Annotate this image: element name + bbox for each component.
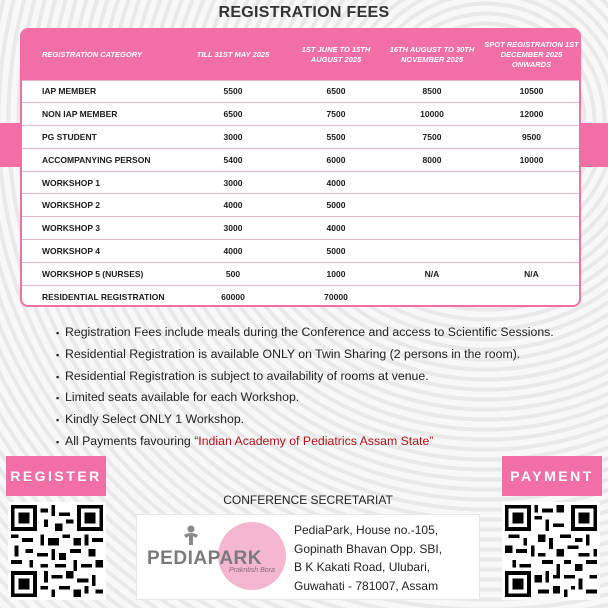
table-cell: RESIDENTIAL REGISTRATION xyxy=(22,285,178,307)
table-cell: 5500 xyxy=(178,80,288,103)
table-cell: 70000 xyxy=(288,285,384,307)
table-cell xyxy=(384,194,480,217)
table-row xyxy=(22,171,581,194)
table-row xyxy=(22,148,581,171)
notes-list xyxy=(56,322,554,453)
table-row xyxy=(22,103,581,126)
note-item: ▪ Registration Fees include meals during the Conference and access to Scientific Sessions. xyxy=(56,322,554,344)
table-cell: N/A xyxy=(384,262,480,285)
header-category: REGISTRATION CATEGORY xyxy=(22,30,178,80)
note-item: ▪ Residential Registration is subject to availability of rooms at venue. xyxy=(56,366,554,388)
table-cell: 4000 xyxy=(178,240,288,263)
table-cell: 6500 xyxy=(288,80,384,103)
table-cell: 9500 xyxy=(480,126,581,149)
secretariat-card xyxy=(136,514,480,600)
note-item: ▪ Kindly Select ONLY 1 Workshop. xyxy=(56,409,554,431)
page-title: REGISTRATION FEES xyxy=(218,4,390,21)
baby-icon xyxy=(181,525,201,547)
table-row xyxy=(22,262,581,285)
table-cell: 3000 xyxy=(178,171,288,194)
table-cell: 3000 xyxy=(178,217,288,240)
register-label: REGISTER xyxy=(6,456,106,496)
table-cell: IAP MEMBER xyxy=(22,80,178,103)
secretariat-address xyxy=(294,521,442,595)
header-till-may: TILL 31ST MAY 2025 xyxy=(178,30,288,80)
payment-note-prefix: All Payments favouring xyxy=(65,433,195,448)
table-cell: 10000 xyxy=(384,103,480,126)
payment-payee: “Indian Academy of Pediatrics Assam State” xyxy=(194,433,434,448)
table-cell: 4000 xyxy=(288,171,384,194)
table-cell: 7500 xyxy=(384,126,480,149)
fees-table-card xyxy=(20,28,581,307)
table-cell: WORKSHOP 3 xyxy=(22,217,178,240)
table-cell: WORKSHOP 1 xyxy=(22,171,178,194)
address-line: B K Kakati Road, Ulubari, xyxy=(294,560,431,574)
table-cell xyxy=(480,285,581,307)
table-header-row xyxy=(22,30,581,80)
table-cell: 4000 xyxy=(288,217,384,240)
table-cell: 4000 xyxy=(178,194,288,217)
table-row xyxy=(22,285,581,307)
table-row xyxy=(22,194,581,217)
table-cell xyxy=(480,217,581,240)
table-cell: 5000 xyxy=(288,194,384,217)
table-cell: 10000 xyxy=(480,148,581,171)
note-item: ▪ Residential Registration is available ONLY on Twin Sharing (2 persons in the room). xyxy=(56,344,554,366)
header-june-august: 1ST JUNE TO 15TH AUGUST 2025 xyxy=(288,30,384,80)
table-cell xyxy=(384,240,480,263)
table-cell: PG STUDENT xyxy=(22,126,178,149)
table-row xyxy=(22,126,581,149)
table-cell: 3000 xyxy=(178,126,288,149)
table-cell: 6000 xyxy=(288,148,384,171)
table-cell xyxy=(480,240,581,263)
secretariat-title: CONFERENCE SECRETARIAT xyxy=(223,493,393,507)
table-cell: WORKSHOP 4 xyxy=(22,240,178,263)
address-line: Gopinath Bhavan Opp. SBI, xyxy=(294,541,443,556)
address-line: PediaPark, House no.-105, xyxy=(294,523,439,537)
table-cell xyxy=(384,217,480,240)
payment-qr-graphic xyxy=(505,505,597,597)
table-cell: 60000 xyxy=(178,285,288,307)
register-qr-graphic xyxy=(11,505,103,597)
address-line: Guwahati - 781007, Assam xyxy=(294,578,439,593)
logo-subtitle: Prakritish Bora xyxy=(229,567,275,574)
payment-label: PAYMENT xyxy=(502,456,602,496)
note-item: ▪ Limited seats available for each Workshop. xyxy=(56,387,554,409)
table-cell: ACCOMPANYING PERSON xyxy=(22,148,178,171)
table-cell: 500 xyxy=(178,262,288,285)
table-cell xyxy=(384,285,480,307)
table-cell xyxy=(480,171,581,194)
table-row xyxy=(22,80,581,103)
table-cell: N/A xyxy=(480,262,581,285)
table-cell: 6500 xyxy=(178,103,288,126)
payment-qr-code[interactable] xyxy=(502,502,600,600)
pediapark-logo-text: PEDIAPARK xyxy=(147,548,262,569)
header-august-november: 16TH AUGUST TO 30TH NOVEMBER 2025 xyxy=(384,30,480,80)
register-qr-code[interactable] xyxy=(8,502,106,600)
table-row xyxy=(22,240,581,263)
table-cell: 8000 xyxy=(384,148,480,171)
note-item-payment xyxy=(56,431,554,453)
table-cell: 8500 xyxy=(384,80,480,103)
table-cell xyxy=(480,194,581,217)
table-cell: 7500 xyxy=(288,103,384,126)
table-cell xyxy=(384,171,480,194)
table-cell: NON IAP MEMBER xyxy=(22,103,178,126)
table-cell: WORKSHOP 2 xyxy=(22,194,178,217)
table-row xyxy=(22,217,581,240)
header-spot-registration: SPOT REGISTRATION 1ST DECEMBER 2025 ONWARDS xyxy=(480,30,581,80)
table-cell: 5400 xyxy=(178,148,288,171)
fees-table xyxy=(22,30,581,307)
table-cell: 12000 xyxy=(480,103,581,126)
table-cell: 1000 xyxy=(288,262,384,285)
table-cell: 5500 xyxy=(288,126,384,149)
table-cell: 5000 xyxy=(288,240,384,263)
table-cell: WORKSHOP 5 (NURSES) xyxy=(22,262,178,285)
table-cell: 10500 xyxy=(480,80,581,103)
